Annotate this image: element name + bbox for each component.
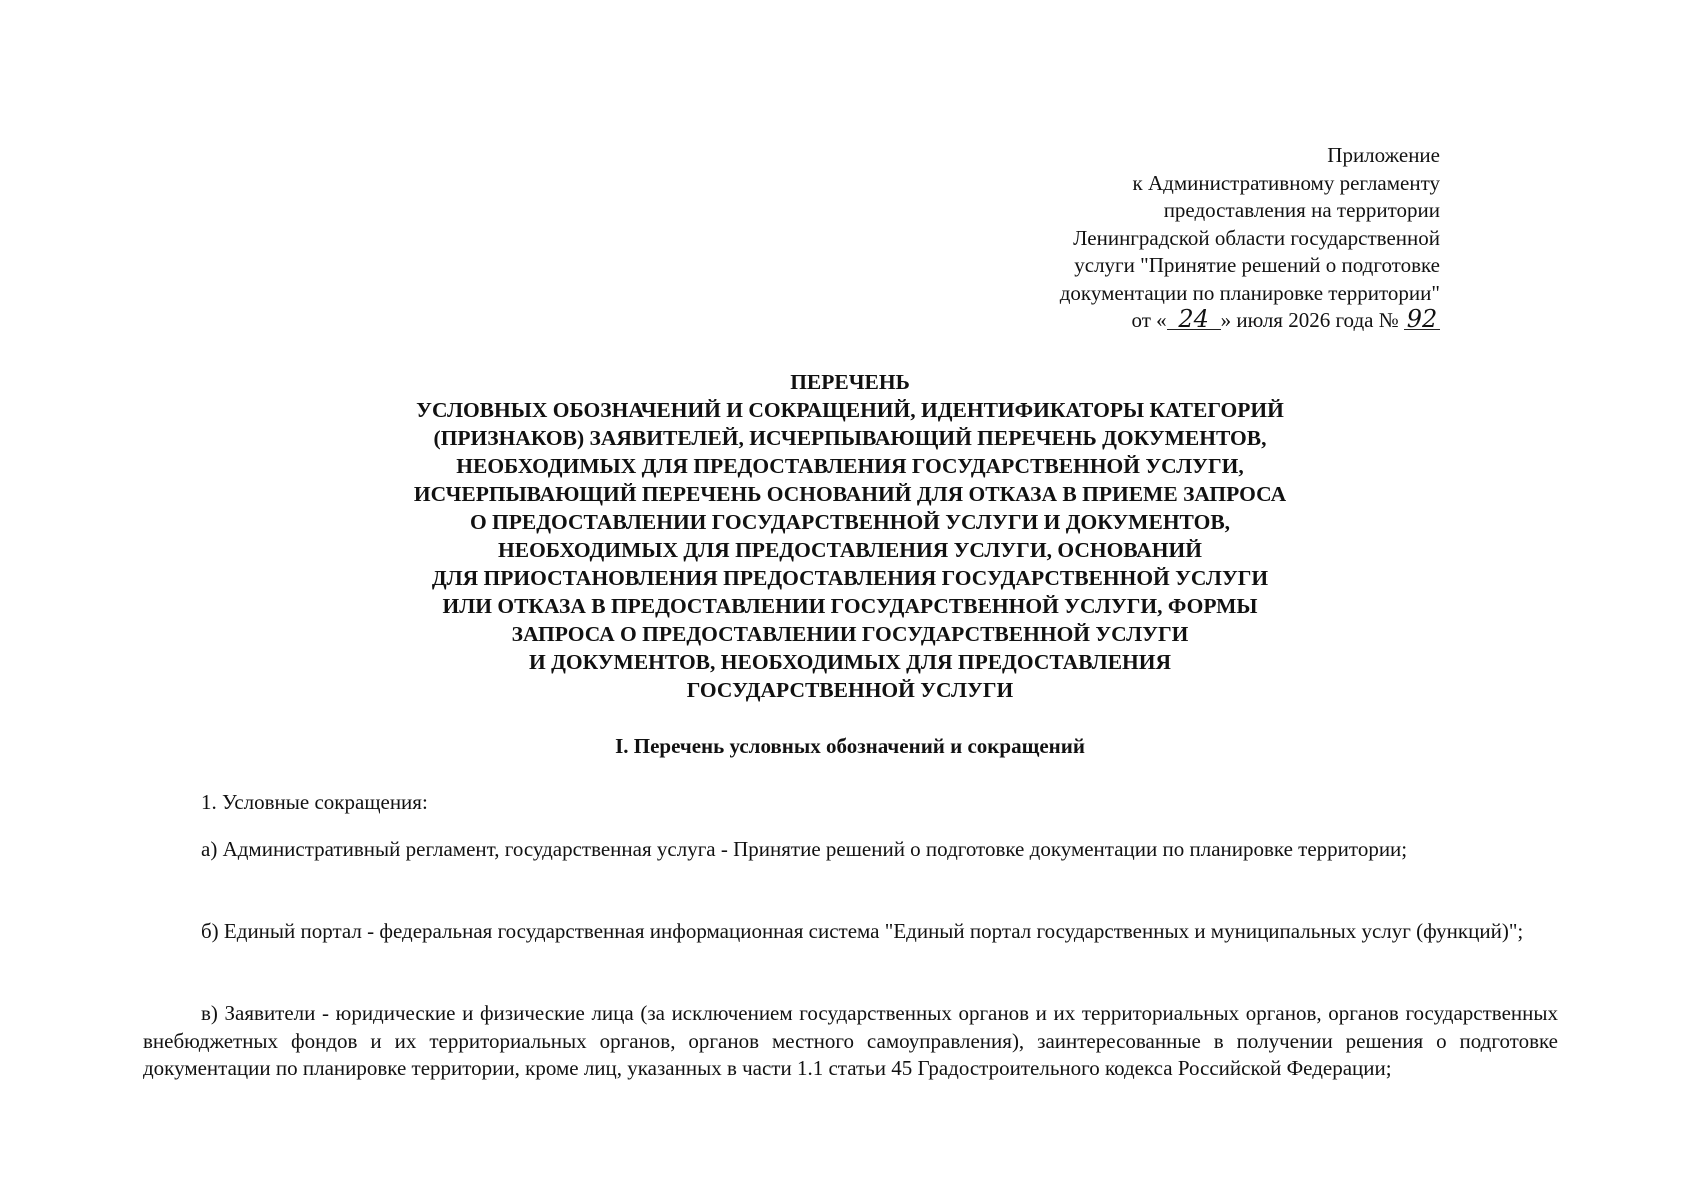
appendix-line-6: документации по планировке территории" — [1059, 280, 1440, 305]
appendix-date-line — [920, 307, 1440, 335]
paragraph-item-b — [143, 918, 1558, 946]
appendix-line-4: Ленинградской области государственной — [1073, 225, 1440, 250]
appendix-line-3: предоставления на территории — [1163, 198, 1440, 222]
title-line: ИЛИ ОТКАЗА В ПРЕДОСТАВЛЕНИИ ГОСУДАРСТВЕННОЙ УСЛУГИ, ФОРМЫ — [442, 594, 1258, 618]
handwritten-doc-number: 92 — [1404, 309, 1440, 330]
title-line: НЕОБХОДИМЫХ ДЛЯ ПРЕДОСТАВЛЕНИЯ УСЛУГИ, ОСНОВАНИЙ — [498, 538, 1202, 562]
date-middle: » июля 2026 года № — [1220, 308, 1399, 332]
item-1-text: 1. Условные сокращения: — [201, 790, 428, 814]
title-heading: ПЕРЕЧЕНЬ — [790, 370, 910, 394]
item-b-text: б) Единый портал - федеральная государственная информационная система "Единый портал государственных и муниципальных услуг (функций)"; — [201, 919, 1524, 943]
paragraph-item-c — [143, 1000, 1558, 1083]
title-line: О ПРЕДОСТАВЛЕНИИ ГОСУДАРСТВЕННОЙ УСЛУГИ И ДОКУМЕНТОВ, — [469, 510, 1231, 534]
item-c-text: в) Заявители - юридические и физические лица (за исключением государственных органов и их территориальных органов, органов государственных внебюджетных фондов и их территориальных органов, органов местного самоуправления), заинтересованные в получении решения о подготовке документации по планировке территории, кроме лиц, указанных в части 1.1 статьи 45 Градостроительного кодекса Российской Федерации; — [143, 1001, 1558, 1080]
handwritten-day: 24 — [1167, 309, 1221, 330]
title-line: (ПРИЗНАКОВ) ЗАЯВИТЕЛЕЙ, ИСЧЕРПЫВАЮЩИЙ ПЕРЕЧЕНЬ ДОКУМЕНТОВ, — [433, 426, 1267, 450]
title-line: ГОСУДАРСТВЕННОЙ УСЛУГИ — [686, 678, 1014, 702]
title-line: И ДОКУМЕНТОВ, НЕОБХОДИМЫХ ДЛЯ ПРЕДОСТАВЛЕНИЯ — [528, 650, 1172, 674]
title-line: ИСЧЕРПЫВАЮЩИЙ ПЕРЕЧЕНЬ ОСНОВАНИЙ ДЛЯ ОТКАЗА В ПРИЕМЕ ЗАПРОСА — [413, 482, 1287, 506]
appendix-line-5: услуги "Принятие решений о подготовке — [1074, 253, 1440, 277]
title-line: ДЛЯ ПРИОСТАНОВЛЕНИЯ ПРЕДОСТАВЛЕНИЯ ГОСУДАРСТВЕННОЙ УСЛУГИ — [431, 566, 1269, 590]
item-a-text: а) Административный регламент, государственная услуга - Принятие решений о подготовке документации по планировке территории; — [201, 837, 1408, 861]
appendix-label: Приложение — [1327, 143, 1440, 167]
appendix-header — [920, 142, 1440, 335]
paragraph-item-a — [143, 836, 1558, 864]
title-line: ЗАПРОСА О ПРЕДОСТАВЛЕНИИ ГОСУДАРСТВЕННОЙ УСЛУГИ — [511, 622, 1189, 646]
appendix-line-2: к Административному регламенту — [1132, 170, 1440, 195]
section-heading: I. Перечень условных обозначений и сокращений — [615, 734, 1085, 758]
title-line: УСЛОВНЫХ ОБОЗНАЧЕНИЙ И СОКРАЩЕНИЙ, ИДЕНТИФИКАТОРЫ КАТЕГОРИЙ — [416, 398, 1284, 422]
paragraph-item-1 — [143, 789, 1558, 817]
date-prefix: от « — [1131, 308, 1167, 332]
title-line: НЕОБХОДИМЫХ ДЛЯ ПРЕДОСТАВЛЕНИЯ ГОСУДАРСТВЕННОЙ УСЛУГИ, — [456, 454, 1244, 478]
document-title — [300, 368, 1400, 704]
